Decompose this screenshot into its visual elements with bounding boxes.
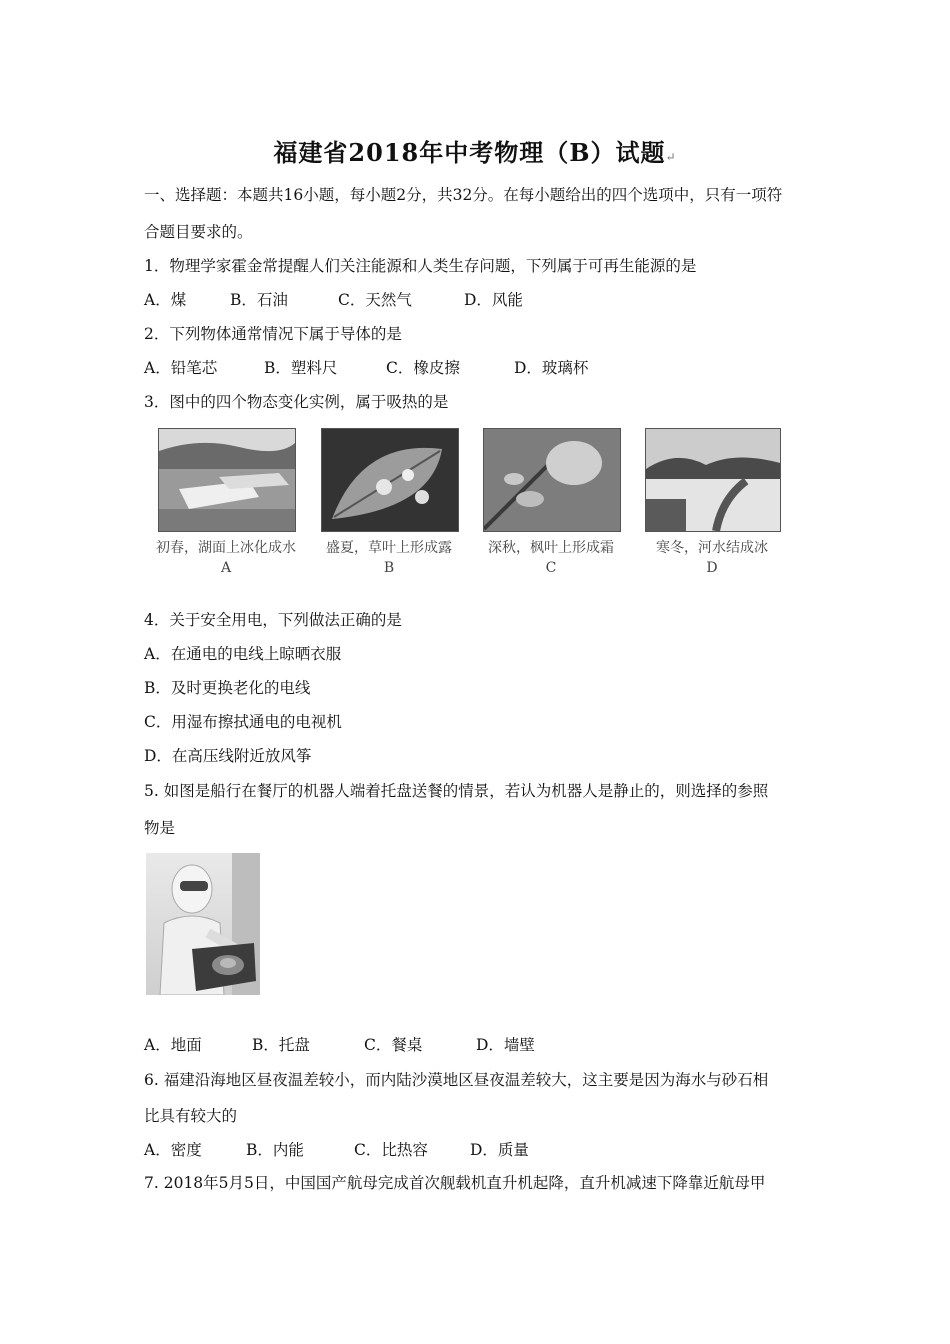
q5-stem-line-2: 物是: [144, 819, 176, 837]
caption-c-text: 深秋，枫叶上形成霜: [488, 540, 614, 556]
q6-stem-line-1: 6. 福建沿海地区昼夜温差较小，而内陆沙漠地区昼夜温差较大，这主要是因为海水与砂石相: [144, 1071, 769, 1089]
q5-option-d: D．墙壁: [476, 1036, 535, 1054]
q4-stem: 4．关于安全用电，下列做法正确的是: [144, 611, 402, 629]
q4-option-c: C．用湿布擦拭通电的电视机: [144, 713, 342, 731]
q5-options: [144, 1035, 535, 1055]
q6-option-b: B．内能: [246, 1141, 304, 1159]
caption-d: [624, 538, 800, 578]
q6-stem-line-2: 比具有较大的: [144, 1107, 238, 1125]
q2-option-c: C．橡皮擦: [386, 359, 460, 377]
caption-d-letter: D: [706, 560, 718, 576]
q5-option-a: A．地面: [144, 1036, 202, 1054]
caption-b: [301, 538, 477, 578]
q2-options: [144, 358, 588, 378]
q5-option-c: C．餐桌: [364, 1036, 423, 1054]
q2-option-a: A．铅笔芯: [144, 359, 218, 377]
q6-option-d: D．质量: [470, 1141, 529, 1159]
caption-a-letter: A: [220, 560, 232, 576]
q1-option-a: A．煤: [144, 291, 187, 309]
caption-b-letter: B: [383, 560, 395, 576]
page-title: [0, 133, 950, 168]
caption-a: [138, 538, 314, 578]
q5-stem-line-1: 5. 如图是船行在餐厅的机器人端着托盘送餐的情景，若认为机器人是静止的，则选择的参照: [144, 782, 769, 800]
photo-dew-leaf: [321, 428, 459, 532]
q2-option-d: D．玻璃杯: [514, 359, 589, 377]
caption-a-text: 初春，湖面上冰化成水: [156, 540, 296, 556]
q3-stem: 3．图中的四个物态变化实例，属于吸热的是: [144, 393, 449, 411]
caption-b-text: 盛夏，草叶上形成露: [326, 540, 452, 556]
q1-stem: 1．物理学家霍金常提醒人们关注能源和人类生存问题，下列属于可再生能源的是: [144, 257, 697, 275]
q1-option-d: D．风能: [464, 291, 523, 309]
q1-options: [144, 290, 523, 310]
q6-option-a: A．密度: [144, 1141, 202, 1159]
photo-melting-ice: [158, 428, 296, 532]
caption-d-text: 寒冬，河水结成冰: [656, 540, 768, 556]
caption-c: [463, 538, 639, 578]
title-text: 福建省2018年中考物理（B）试题: [273, 138, 666, 167]
q1-option-c: C．天然气: [338, 291, 412, 309]
q2-stem: 2．下列物体通常情况下属于导体的是: [144, 325, 402, 343]
q4-option-a: A．在通电的电线上晾晒衣服: [144, 645, 342, 663]
q4-option-d: D．在高压线附近放风筝: [144, 747, 312, 765]
intro-line-1: 一、选择题：本题共16小题，每小题2分，共32分。在每小题给出的四个选项中，只有一项符: [144, 186, 783, 204]
q2-option-b: B．塑料尺: [264, 359, 338, 377]
paragraph-mark: ↵: [665, 150, 677, 164]
q5-option-b: B．托盘: [252, 1036, 310, 1054]
q7-stem-line-1: 7. 2018年5月5日，中国国产航母完成首次舰载机直升机起降，直升机减速下降靠近航母甲: [144, 1174, 766, 1192]
photo-frost-leaf: [483, 428, 621, 532]
intro-line-2: 合题目要求的。: [144, 223, 253, 241]
photo-frozen-river: [645, 428, 781, 532]
q6-option-c: C．比热容: [354, 1141, 428, 1159]
q6-options: [144, 1140, 529, 1160]
photo-robot-waiter: [146, 853, 260, 995]
q4-option-b: B．及时更换老化的电线: [144, 679, 311, 697]
q1-option-b: B．石油: [230, 291, 288, 309]
caption-c-letter: C: [545, 560, 557, 576]
